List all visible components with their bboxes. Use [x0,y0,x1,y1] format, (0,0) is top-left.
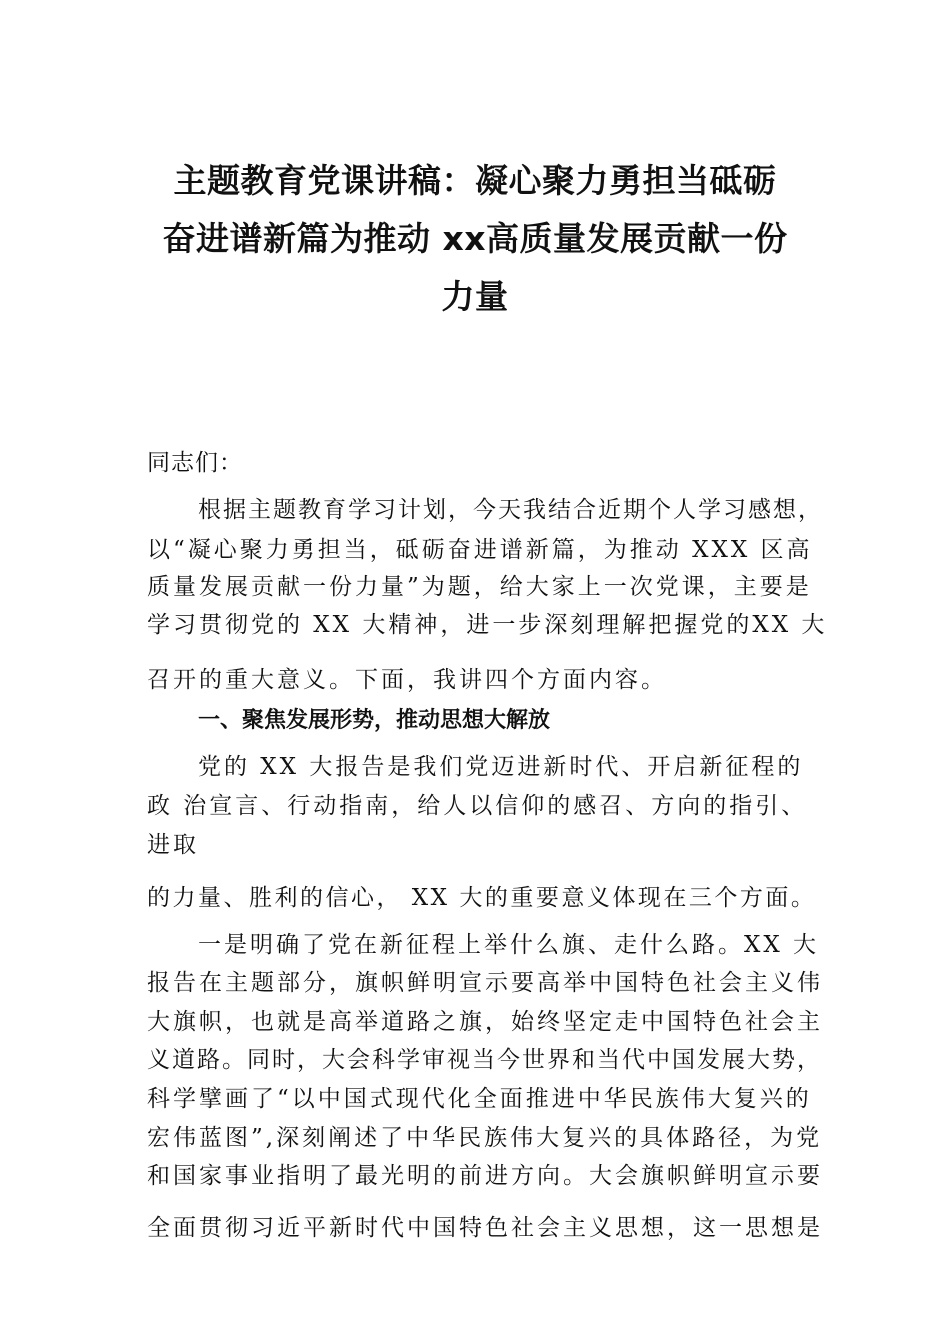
body-line: 以“凝心聚力勇担当，砥砺奋进谱新篇，为推动 XXX 区高 [147,537,813,563]
body-line: 宏伟蓝图”,深刻阐述了中华民族伟大复兴的具体路径，为党 [147,1125,823,1151]
body-line: 根据主题教育学习计划，今天我结合近期个人学习感想， [198,497,823,523]
section-heading: 一、聚焦发展形势，推动思想大解放 [198,708,551,733]
salutation: 同志们： [147,450,243,476]
body-line: 大旗帜，也就是高举道路之旗，始终坚定走中国特色社会主 [147,1009,823,1035]
body-line: 报告在主题部分，旗帜鲜明宣示要高举中国特色社会主义伟 [147,970,823,996]
body-line: 党的 XX 大报告是我们党迈进新时代、开启新征程的 [198,754,804,780]
document-title [130,152,820,326]
title-line: 主题教育党课讲稿：凝心聚力勇担当砥砺 [173,161,777,200]
body-line: 政 治宣言、行动指南，给人以信仰的感召、方向的指引、 [147,793,808,819]
body-line: 学习贯彻党的 XX 大精神，进一步深刻理解把握党的XX 大 [147,612,828,638]
body-line: 的力量、胜利的信心， XX 大的重要意义体现在三个方面。 [147,885,817,911]
body-line: 义道路。同时，大会科学审视当今世界和当代中国发展大势， [147,1047,822,1073]
body-line: 质量发展贡献一份力量”为题，给大家上一次党课，主要是 [147,574,812,600]
body-line: 和国家事业指明了最光明的前进方向。大会旗帜鲜明宣示要 [147,1163,823,1189]
title-line: 奋进谱新篇为推动 xx高质量发展贡献一份 [162,219,788,258]
title-line: 力量 [441,277,509,316]
body-line: 全面贯彻习近平新时代中国特色社会主义思想，这一思想是 [147,1215,823,1241]
body-line: 召开的重大意义。下面，我讲四个方面内容。 [147,667,667,693]
body-line: 进取 [147,832,199,858]
body-line: 一是明确了党在新征程上举什么旗、走什么路。XX 大 [198,932,820,958]
body-line: 科学擘画了“以中国式现代化全面推进中华民族伟大复兴的 [147,1086,812,1112]
